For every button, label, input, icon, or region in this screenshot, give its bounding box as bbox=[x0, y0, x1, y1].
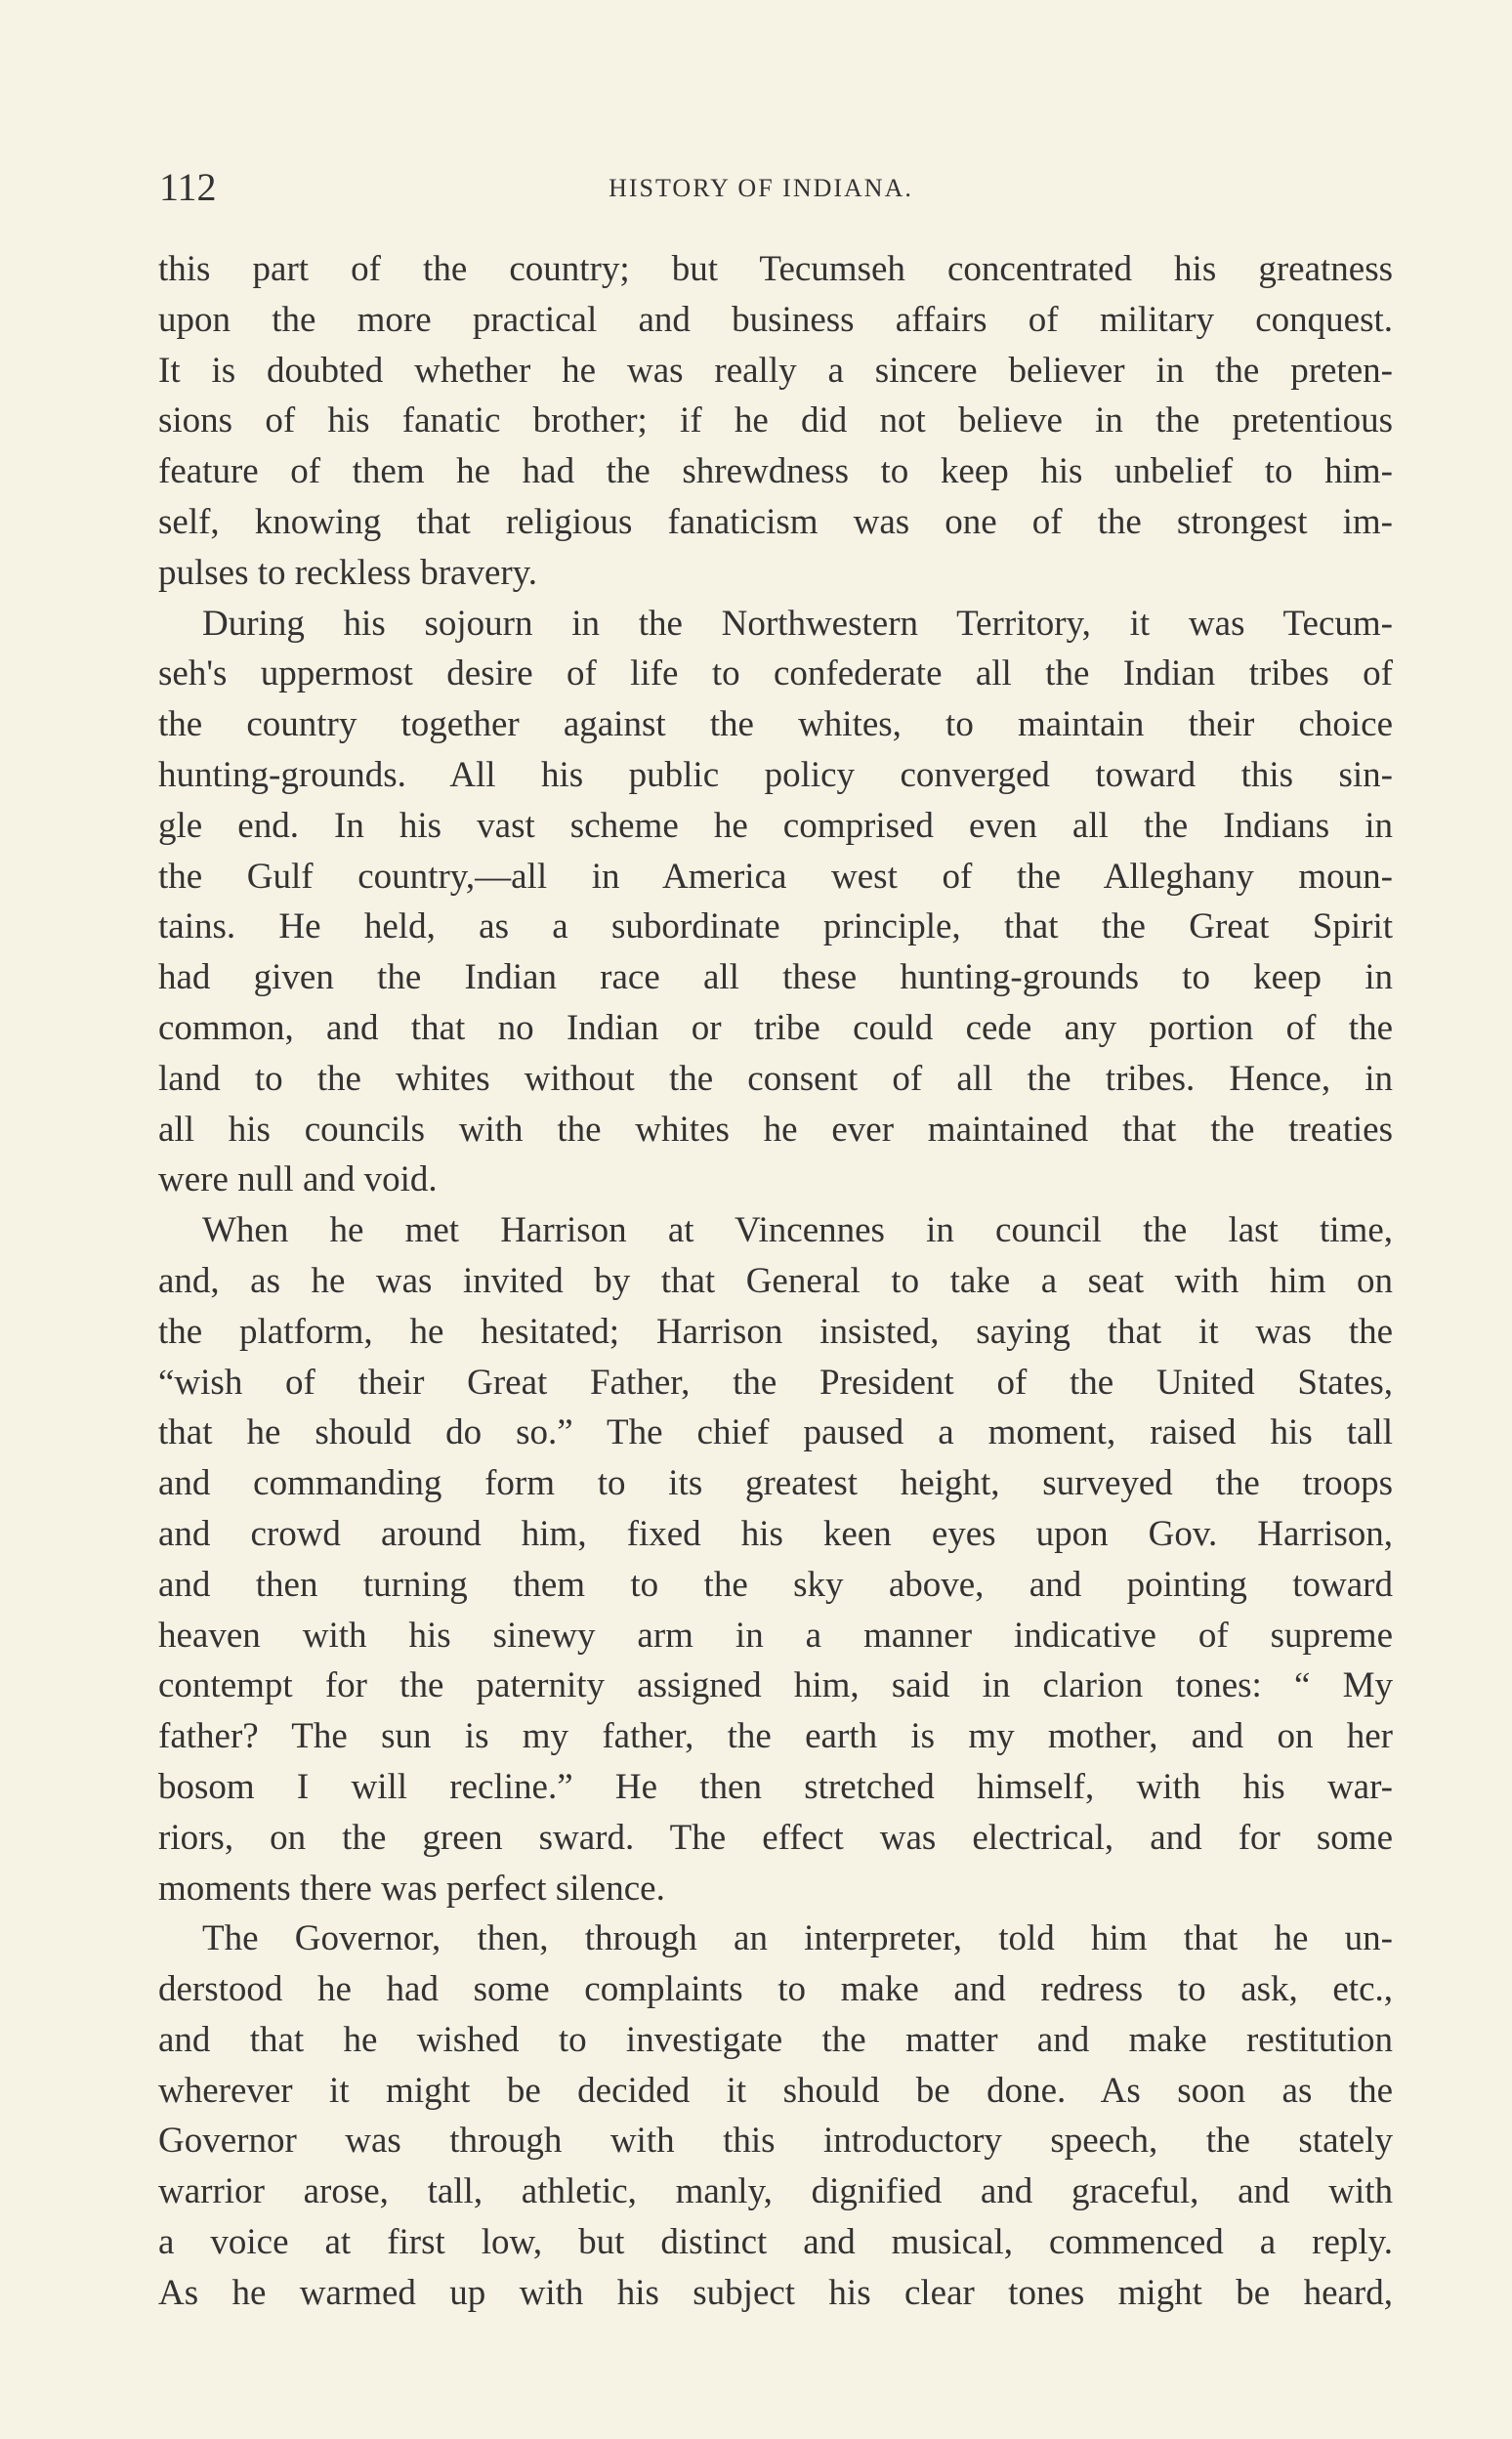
text-line: gle end. In his vast scheme he comprised even all the Indians in bbox=[158, 805, 1393, 846]
text-line: warrior arose, tall, athletic, manly, dignified and graceful, and with bbox=[158, 2171, 1393, 2212]
text-line: and that he wished to investigate the matter and make restitution bbox=[158, 2019, 1393, 2060]
text-line: the country together against the whites, to maintain their choice bbox=[158, 704, 1393, 745]
running-title: HISTORY OF INDIANA. bbox=[609, 174, 913, 202]
text-line: It is doubted whether he was really a sincere believer in the preten- bbox=[158, 350, 1393, 391]
paragraph bbox=[158, 1913, 1393, 2318]
text-line: the Gulf country,—all in America west of the Alleghany moun- bbox=[158, 856, 1393, 897]
text-line: land to the whites without the consent of all the tribes. Hence, in bbox=[158, 1058, 1393, 1099]
text-line: During his sojourn in the Northwestern Territory, it was Tecum- bbox=[202, 603, 1393, 644]
text-line: Governor was through with this introductory speech, the stately bbox=[158, 2121, 1393, 2162]
paragraph bbox=[158, 599, 1393, 1206]
text-line: When he met Harrison at Vincennes in council the last time, bbox=[202, 1210, 1393, 1251]
text-line: heaven with his sinewy arm in a manner indicative of supreme bbox=[158, 1615, 1393, 1656]
text-line: father? The sun is my father, the earth is my mother, and on her bbox=[158, 1716, 1393, 1757]
text-line: and crowd around him, fixed his keen eyes upon Gov. Harrison, bbox=[158, 1513, 1393, 1554]
text-line: tains. He held, as a subordinate principle, that the Great Spirit bbox=[158, 906, 1393, 947]
text-line: riors, on the green sward. The effect was electrical, and for some bbox=[158, 1817, 1393, 1858]
paragraph bbox=[158, 244, 1393, 599]
text-line: and, as he was invited by that General to take a seat with him on bbox=[158, 1260, 1393, 1301]
text-line: bosom I will recline.” He then stretched himself, with his war- bbox=[158, 1766, 1393, 1807]
text-line: wherever it might be decided it should be done. As soon as the bbox=[158, 2070, 1393, 2111]
text-line: sions of his fanatic brother; if he did not believe in the pretentious bbox=[158, 400, 1393, 442]
text-line: and then turning them to the sky above, and pointing toward bbox=[158, 1564, 1393, 1605]
text-line: were null and void. bbox=[158, 1159, 438, 1200]
text-line: a voice at first low, but distinct and musical, commenced a reply. bbox=[158, 2222, 1393, 2263]
text-line: common, and that no Indian or tribe could cede any portion of the bbox=[158, 1007, 1393, 1048]
text-line: all his councils with the whites he ever maintained that the treaties bbox=[158, 1109, 1393, 1150]
text-line: seh's uppermost desire of life to confederate all the Indian tribes of bbox=[158, 653, 1393, 694]
text-line: had given the Indian race all these hunting-grounds to keep in bbox=[158, 957, 1393, 998]
text-line: and commanding form to its greatest height, surveyed the troops bbox=[158, 1463, 1393, 1504]
text-line: The Governor, then, through an interpreter, told him that he un- bbox=[202, 1918, 1393, 1959]
text-line: As he warmed up with his subject his clear tones might be heard, bbox=[158, 2272, 1393, 2313]
text-line: feature of them he had the shrewdness to keep his unbelief to him- bbox=[158, 451, 1393, 492]
page-number: 112 bbox=[159, 165, 217, 209]
text-line: that he should do so.” The chief paused a moment, raised his tall bbox=[158, 1412, 1393, 1453]
text-line: self, knowing that religious fanaticism was one of the strongest im- bbox=[158, 501, 1393, 542]
text-line: upon the more practical and business affairs of military conquest. bbox=[158, 299, 1393, 340]
text-line: contempt for the paternity assigned him, said in clarion tones: “ My bbox=[158, 1665, 1393, 1706]
text-line: pulses to reckless bravery. bbox=[158, 552, 538, 593]
text-line: derstood he had some complaints to make and redress to ask, etc., bbox=[158, 1969, 1393, 2010]
text-line: this part of the country; but Tecumseh concentrated his greatness bbox=[158, 249, 1393, 289]
text-line: “wish of their Great Father, the President of the United States, bbox=[158, 1362, 1393, 1403]
body-text bbox=[158, 244, 1393, 2319]
text-line: the platform, he hesitated; Harrison insisted, saying that it was the bbox=[158, 1311, 1393, 1352]
paragraph bbox=[158, 1205, 1393, 1913]
text-line: moments there was perfect silence. bbox=[158, 1868, 665, 1909]
text-line: hunting-grounds. All his public policy converged toward this sin- bbox=[158, 754, 1393, 795]
